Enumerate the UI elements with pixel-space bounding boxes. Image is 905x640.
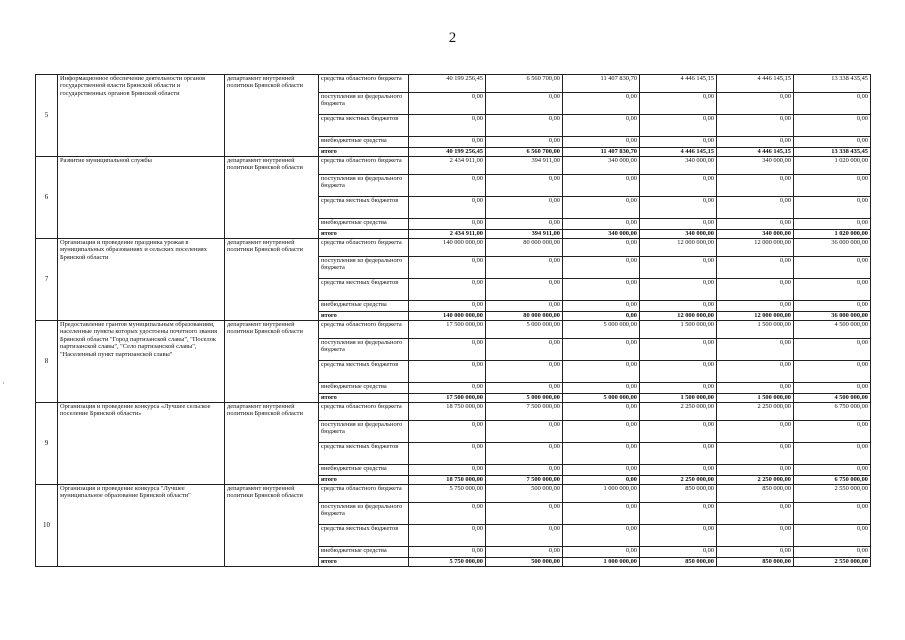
amount-cell: 0,00 <box>409 525 486 547</box>
activity-name: Информационное обеспечение деятельности органов государственной власти Брянской области и государственных органов Брянской области <box>58 75 225 157</box>
amount-cell: 0,00 <box>640 175 717 197</box>
amount-cell: 0,00 <box>640 443 717 465</box>
amount-cell: 340 000,00 <box>563 230 640 239</box>
amount-cell: 0,00 <box>717 175 794 197</box>
amount-cell: 0,00 <box>563 525 640 547</box>
amount-cell: 0,00 <box>563 175 640 197</box>
amount-cell: 0,00 <box>717 383 794 394</box>
amount-cell: 340 000,00 <box>640 157 717 175</box>
funding-source-label: средства местных бюджетов <box>319 197 409 219</box>
amount-cell: 0,00 <box>563 279 640 301</box>
amount-cell: 4 446 145,15 <box>640 75 717 93</box>
amount-cell: 0,00 <box>563 547 640 558</box>
funding-source-label: итого <box>319 476 409 485</box>
amount-cell: 0,00 <box>640 361 717 383</box>
amount-cell: 0,00 <box>486 93 563 115</box>
amount-cell: 0,00 <box>486 301 563 312</box>
funding-source-label: средства областного бюджета <box>319 403 409 421</box>
table-row <box>36 157 871 175</box>
amount-cell: 0,00 <box>717 279 794 301</box>
amount-cell: 2 550 000,00 <box>794 558 871 567</box>
amount-cell: 0,00 <box>794 115 871 137</box>
amount-cell: 5 000 000,00 <box>486 321 563 339</box>
amount-cell: 0,00 <box>640 197 717 219</box>
amount-cell: 0,00 <box>563 301 640 312</box>
amount-cell: 0,00 <box>794 301 871 312</box>
amount-cell: 1 500 000,00 <box>717 394 794 403</box>
amount-cell: 140 000 000,00 <box>409 239 486 257</box>
executor-name: департамент внутренней политики Брянской области <box>225 403 319 485</box>
budget-table <box>35 74 871 567</box>
amount-cell: 0,00 <box>563 403 640 421</box>
amount-cell: 0,00 <box>486 547 563 558</box>
amount-cell: 0,00 <box>409 257 486 279</box>
amount-cell: 0,00 <box>794 465 871 476</box>
amount-cell: 0,00 <box>563 361 640 383</box>
amount-cell: 0,00 <box>563 239 640 257</box>
amount-cell: 0,00 <box>409 219 486 230</box>
amount-cell: 340 000,00 <box>717 157 794 175</box>
amount-cell: 5 750 000,00 <box>409 558 486 567</box>
amount-cell: 0,00 <box>486 339 563 361</box>
amount-cell: 0,00 <box>794 257 871 279</box>
amount-cell: 0,00 <box>640 137 717 148</box>
table-row <box>36 239 871 257</box>
funding-source-label: итого <box>319 230 409 239</box>
amount-cell: 4 446 145,15 <box>640 148 717 157</box>
amount-cell: 4 500 000,00 <box>794 321 871 339</box>
table-row <box>36 75 871 93</box>
amount-cell: 0,00 <box>563 115 640 137</box>
amount-cell: 40 199 256,45 <box>409 75 486 93</box>
activity-name: Организация и проведение конкурса «Лучшее сельское поселение Брянской области» <box>58 403 225 485</box>
amount-cell: 2 250 000,00 <box>640 403 717 421</box>
amount-cell: 0,00 <box>563 312 640 321</box>
amount-cell: 2 434 911,00 <box>409 230 486 239</box>
executor-name: департамент внутренней политики Брянской области <box>225 157 319 239</box>
row-number: 5 <box>36 75 58 157</box>
amount-cell: 0,00 <box>486 361 563 383</box>
amount-cell: 0,00 <box>409 503 486 525</box>
amount-cell: 0,00 <box>717 339 794 361</box>
amount-cell: 0,00 <box>409 175 486 197</box>
amount-cell: 5 000 000,00 <box>563 394 640 403</box>
amount-cell: 0,00 <box>640 339 717 361</box>
amount-cell: 0,00 <box>486 219 563 230</box>
amount-cell: 0,00 <box>486 421 563 443</box>
amount-cell: 2 250 000,00 <box>717 403 794 421</box>
amount-cell: 0,00 <box>563 465 640 476</box>
amount-cell: 2 250 000,00 <box>640 476 717 485</box>
row-number: 8 <box>36 321 58 403</box>
amount-cell: 0,00 <box>717 503 794 525</box>
amount-cell: 4 446 145,15 <box>717 148 794 157</box>
funding-source-label: средства областного бюджета <box>319 321 409 339</box>
amount-cell: 0,00 <box>563 339 640 361</box>
amount-cell: 5 000 000,00 <box>486 394 563 403</box>
amount-cell: 40 199 256,45 <box>409 148 486 157</box>
amount-cell: 12 000 000,00 <box>717 239 794 257</box>
amount-cell: 0,00 <box>563 421 640 443</box>
amount-cell: 0,00 <box>563 257 640 279</box>
amount-cell: 394 911,00 <box>486 230 563 239</box>
funding-source-label: средства местных бюджетов <box>319 279 409 301</box>
amount-cell: 0,00 <box>717 361 794 383</box>
scan-edge-mark: · <box>2 378 5 388</box>
amount-cell: 36 000 000,00 <box>794 312 871 321</box>
amount-cell: 7 500 000,00 <box>486 403 563 421</box>
page-number: 2 <box>448 30 457 46</box>
amount-cell: 0,00 <box>717 197 794 219</box>
amount-cell: 0,00 <box>640 547 717 558</box>
amount-cell: 1 500 000,00 <box>640 321 717 339</box>
funding-source-label: поступления из федерального бюджета <box>319 93 409 115</box>
amount-cell: 0,00 <box>640 279 717 301</box>
amount-cell: 0,00 <box>486 279 563 301</box>
amount-cell: 17 500 000,00 <box>409 321 486 339</box>
amount-cell: 0,00 <box>640 383 717 394</box>
amount-cell: 1 020 000,00 <box>794 157 871 175</box>
amount-cell: 0,00 <box>409 137 486 148</box>
amount-cell: 0,00 <box>794 219 871 230</box>
funding-source-label: поступления из федерального бюджета <box>319 421 409 443</box>
amount-cell: 340 000,00 <box>563 157 640 175</box>
amount-cell: 13 338 435,45 <box>794 148 871 157</box>
amount-cell: 12 000 000,00 <box>640 312 717 321</box>
budget-table-body <box>36 75 871 567</box>
amount-cell: 0,00 <box>794 547 871 558</box>
amount-cell: 1 020 000,00 <box>794 230 871 239</box>
amount-cell: 0,00 <box>486 197 563 219</box>
amount-cell: 0,00 <box>794 361 871 383</box>
amount-cell: 0,00 <box>717 547 794 558</box>
amount-cell: 0,00 <box>409 93 486 115</box>
funding-source-label: внебюджетные средства <box>319 137 409 148</box>
amount-cell: 0,00 <box>486 175 563 197</box>
amount-cell: 0,00 <box>794 137 871 148</box>
amount-cell: 18 750 000,00 <box>409 403 486 421</box>
amount-cell: 0,00 <box>486 443 563 465</box>
funding-source-label: поступления из федерального бюджета <box>319 339 409 361</box>
amount-cell: 0,00 <box>486 137 563 148</box>
amount-cell: 0,00 <box>640 219 717 230</box>
amount-cell: 0,00 <box>794 279 871 301</box>
funding-source-label: итого <box>319 558 409 567</box>
amount-cell: 0,00 <box>794 525 871 547</box>
amount-cell: 0,00 <box>794 443 871 465</box>
amount-cell: 0,00 <box>563 219 640 230</box>
funding-source-label: средства областного бюджета <box>319 75 409 93</box>
amount-cell: 2 550 000,00 <box>794 485 871 503</box>
amount-cell: 1 000 000,00 <box>563 485 640 503</box>
amount-cell: 0,00 <box>409 197 486 219</box>
amount-cell: 850 000,00 <box>640 558 717 567</box>
amount-cell: 0,00 <box>563 476 640 485</box>
amount-cell: 11 407 830,70 <box>563 75 640 93</box>
amount-cell: 500 000,00 <box>486 558 563 567</box>
amount-cell: 80 000 000,00 <box>486 239 563 257</box>
amount-cell: 0,00 <box>563 443 640 465</box>
amount-cell: 7 500 000,00 <box>486 476 563 485</box>
amount-cell: 0,00 <box>486 465 563 476</box>
amount-cell: 0,00 <box>409 279 486 301</box>
amount-cell: 0,00 <box>717 421 794 443</box>
amount-cell: 0,00 <box>409 339 486 361</box>
funding-source-label: средства местных бюджетов <box>319 525 409 547</box>
amount-cell: 6 750 000,00 <box>794 403 871 421</box>
amount-cell: 0,00 <box>794 175 871 197</box>
amount-cell: 0,00 <box>717 257 794 279</box>
activity-name: Развитие муниципальной службы <box>58 157 225 239</box>
amount-cell: 18 750 000,00 <box>409 476 486 485</box>
amount-cell: 0,00 <box>409 421 486 443</box>
amount-cell: 0,00 <box>717 301 794 312</box>
amount-cell: 0,00 <box>486 115 563 137</box>
amount-cell: 0,00 <box>640 301 717 312</box>
amount-cell: 0,00 <box>409 465 486 476</box>
funding-source-label: поступления из федерального бюджета <box>319 175 409 197</box>
amount-cell: 0,00 <box>563 137 640 148</box>
amount-cell: 6 560 700,00 <box>486 75 563 93</box>
table-row <box>36 321 871 339</box>
funding-source-label: средства местных бюджетов <box>319 115 409 137</box>
amount-cell: 340 000,00 <box>640 230 717 239</box>
funding-source-label: внебюджетные средства <box>319 219 409 230</box>
amount-cell: 0,00 <box>640 93 717 115</box>
amount-cell: 12 000 000,00 <box>640 239 717 257</box>
funding-source-label: поступления из федерального бюджета <box>319 257 409 279</box>
amount-cell: 0,00 <box>486 383 563 394</box>
amount-cell: 36 000 000,00 <box>794 239 871 257</box>
amount-cell: 5 750 000,00 <box>409 485 486 503</box>
amount-cell: 0,00 <box>794 197 871 219</box>
amount-cell: 850 000,00 <box>640 485 717 503</box>
table-row <box>36 485 871 503</box>
amount-cell: 0,00 <box>563 383 640 394</box>
amount-cell: 0,00 <box>717 525 794 547</box>
funding-source-label: итого <box>319 312 409 321</box>
executor-name: департамент внутренней политики Брянской области <box>225 239 319 321</box>
row-number: 9 <box>36 403 58 485</box>
amount-cell: 0,00 <box>409 443 486 465</box>
amount-cell: 0,00 <box>717 465 794 476</box>
amount-cell: 1 000 000,00 <box>563 558 640 567</box>
amount-cell: 0,00 <box>409 361 486 383</box>
amount-cell: 394 911,00 <box>486 157 563 175</box>
funding-source-label: внебюджетные средства <box>319 383 409 394</box>
amount-cell: 0,00 <box>486 503 563 525</box>
amount-cell: 0,00 <box>640 503 717 525</box>
amount-cell: 6 750 000,00 <box>794 476 871 485</box>
executor-name: департамент внутренней политики Брянской области <box>225 321 319 403</box>
amount-cell: 4 500 000,00 <box>794 394 871 403</box>
amount-cell: 0,00 <box>794 503 871 525</box>
amount-cell: 11 407 830,70 <box>563 148 640 157</box>
amount-cell: 2 434 911,00 <box>409 157 486 175</box>
amount-cell: 850 000,00 <box>717 558 794 567</box>
row-number: 10 <box>36 485 58 567</box>
amount-cell: 0,00 <box>717 137 794 148</box>
funding-source-label: поступления из федерального бюджета <box>319 503 409 525</box>
amount-cell: 340 000,00 <box>717 230 794 239</box>
amount-cell: 0,00 <box>640 421 717 443</box>
amount-cell: 140 000 000,00 <box>409 312 486 321</box>
amount-cell: 0,00 <box>486 525 563 547</box>
amount-cell: 0,00 <box>640 525 717 547</box>
amount-cell: 1 500 000,00 <box>717 321 794 339</box>
amount-cell: 0,00 <box>717 219 794 230</box>
table-row <box>36 403 871 421</box>
amount-cell: 4 446 145,15 <box>717 75 794 93</box>
amount-cell: 850 000,00 <box>717 485 794 503</box>
funding-source-label: итого <box>319 394 409 403</box>
funding-source-label: средства местных бюджетов <box>319 443 409 465</box>
amount-cell: 13 338 435,45 <box>794 75 871 93</box>
funding-source-label: итого <box>319 148 409 157</box>
amount-cell: 0,00 <box>486 257 563 279</box>
amount-cell: 1 500 000,00 <box>640 394 717 403</box>
funding-source-label: средства местных бюджетов <box>319 361 409 383</box>
funding-source-label: внебюджетные средства <box>319 301 409 312</box>
amount-cell: 6 560 700,00 <box>486 148 563 157</box>
amount-cell: 0,00 <box>794 421 871 443</box>
amount-cell: 80 000 000,00 <box>486 312 563 321</box>
amount-cell: 2 250 000,00 <box>717 476 794 485</box>
activity-name: Предоставление грантов муниципальным образованиям, населенные пункты которых удостоены почетного звания Брянской области "Город партизанской славы", "Поселок партизанской славы", "Село партизанской славы", "Населенный пункт партизанской славы" <box>58 321 225 403</box>
amount-cell: 0,00 <box>794 383 871 394</box>
funding-source-label: внебюджетные средства <box>319 547 409 558</box>
amount-cell: 0,00 <box>563 197 640 219</box>
amount-cell: 0,00 <box>640 115 717 137</box>
funding-source-label: средства областного бюджета <box>319 157 409 175</box>
amount-cell: 0,00 <box>717 443 794 465</box>
amount-cell: 0,00 <box>409 547 486 558</box>
budget-table-container <box>35 74 871 567</box>
amount-cell: 500 000,00 <box>486 485 563 503</box>
amount-cell: 0,00 <box>717 93 794 115</box>
executor-name: департамент внутренней политики Брянской области <box>225 75 319 157</box>
amount-cell: 0,00 <box>640 465 717 476</box>
amount-cell: 12 000 000,00 <box>717 312 794 321</box>
funding-source-label: средства областного бюджета <box>319 485 409 503</box>
amount-cell: 5 000 000,00 <box>563 321 640 339</box>
amount-cell: 0,00 <box>409 301 486 312</box>
amount-cell: 0,00 <box>563 93 640 115</box>
amount-cell: 0,00 <box>717 115 794 137</box>
funding-source-label: средства областного бюджета <box>319 239 409 257</box>
activity-name: Организация и проведение конкурса "Лучшее муниципальное образование Брянской области" <box>58 485 225 567</box>
funding-source-label: внебюджетные средства <box>319 465 409 476</box>
amount-cell: 17 500 000,00 <box>409 394 486 403</box>
amount-cell: 0,00 <box>640 257 717 279</box>
amount-cell: 0,00 <box>409 115 486 137</box>
amount-cell: 0,00 <box>794 339 871 361</box>
row-number: 7 <box>36 239 58 321</box>
amount-cell: 0,00 <box>563 503 640 525</box>
amount-cell: 0,00 <box>794 93 871 115</box>
amount-cell: 0,00 <box>409 383 486 394</box>
activity-name: Организация и проведение праздника урожая в муниципальных образованиях и сельских поселениях Брянской области <box>58 239 225 321</box>
row-number: 6 <box>36 157 58 239</box>
executor-name: департамент внутренней политики Брянской области <box>225 485 319 567</box>
